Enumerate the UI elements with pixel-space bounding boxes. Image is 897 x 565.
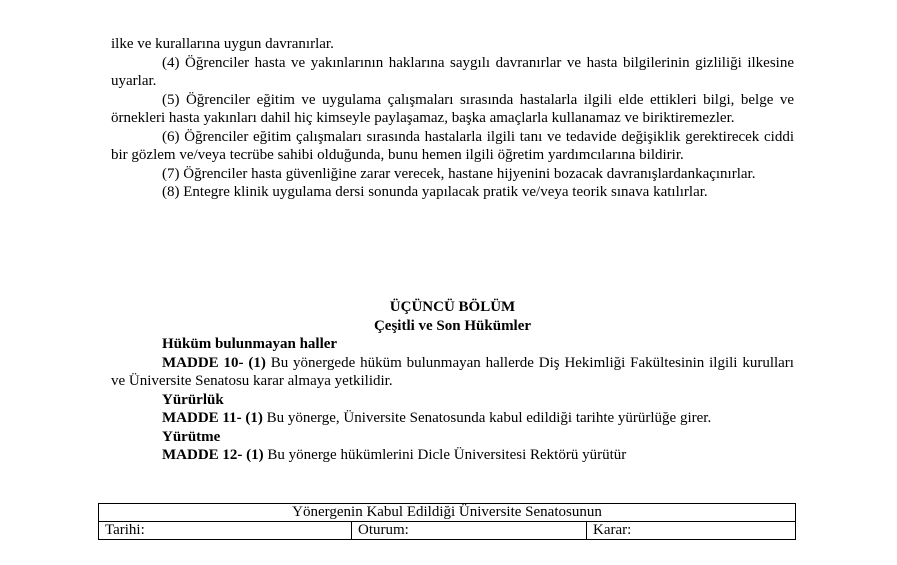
section-block bbox=[111, 298, 794, 465]
article-12-body bbox=[111, 446, 794, 465]
article-11-label: MADDE 11- (1) bbox=[162, 410, 263, 426]
paragraph-continuation: ilke ve kurallarına uygun davranırlar. bbox=[111, 36, 334, 52]
article-12-heading: Yürütme bbox=[162, 428, 221, 445]
paragraph-4: (4) Öğrenciler hasta ve yakınlarının haklarına saygılı davranırlar ve hasta bilgilerinin gizliliği ilkesine uyarlar. bbox=[111, 54, 794, 89]
article-12-text: Bu yönerge hükümlerini Dicle Üniversitesi Rektörü yürütür bbox=[263, 447, 627, 463]
decision-field: Karar: bbox=[587, 522, 796, 540]
article-10-body bbox=[111, 354, 794, 391]
article-11-body bbox=[111, 409, 794, 428]
date-field: Tarihi: bbox=[99, 522, 352, 540]
article-12-label: MADDE 12- (1) bbox=[162, 447, 264, 463]
section-title: ÜÇÜNCÜ BÖLÜM bbox=[389, 299, 516, 315]
approval-table-title-row bbox=[99, 504, 796, 522]
article-10-text: Bu yönergede hüküm bulunmayan hallerde Diş Hekimliği Fakültesinin ilgili kurulları ve Üniversite Senatosu karar almaya yetkilidir. bbox=[111, 354, 794, 389]
approval-table-title: Yönergenin Kabul Edildiği Üniversite Senatosunun bbox=[99, 504, 796, 522]
top-paragraphs bbox=[111, 35, 794, 202]
section-subtitle: Çeşitli ve Son Hükümler bbox=[373, 317, 532, 334]
article-10-heading: Hüküm bulunmayan haller bbox=[162, 336, 338, 352]
paragraph-6: (6) Öğrenciler eğitim çalışmaları sırasında hastalarla ilgili tanı ve tedavide değişiklik gerektirecek ciddi bir gözlem ve/veya tecrübe sahibi olduğunda, bunu hemen ilgili öğretim yardımcılarına bildirir. bbox=[111, 128, 794, 163]
session-field: Oturum: bbox=[352, 522, 587, 540]
paragraph-8: (8) Entegre klinik uygulama dersi sonunda yapılacak pratik ve/veya teorik sınava katılırlar. bbox=[162, 184, 708, 200]
article-11-heading: Yürürlük bbox=[162, 391, 224, 408]
article-10-label: MADDE 10- (1) bbox=[162, 354, 266, 371]
article-11-text: Bu yönerge, Üniversite Senatosunda kabul edildiği tarihte yürürlüğe girer. bbox=[262, 410, 712, 426]
approval-table bbox=[98, 503, 796, 540]
paragraph-7: (7) Öğrenciler hasta güvenliğine zarar verecek, hastane hijyenini bozacak davranışlardankaçınırlar. bbox=[162, 165, 756, 182]
approval-table-fields-row bbox=[99, 522, 796, 540]
paragraph-5: (5) Öğrenciler eğitim ve uygulama çalışmaları sırasında hastalarla ilgili elde ettikleri bilgi, belge ve örnekleri hasta yakınları dahil hiç kimseyle paylaşamaz, başka amaçlarla kullanamaz ve biriktiremezler. bbox=[111, 91, 794, 126]
